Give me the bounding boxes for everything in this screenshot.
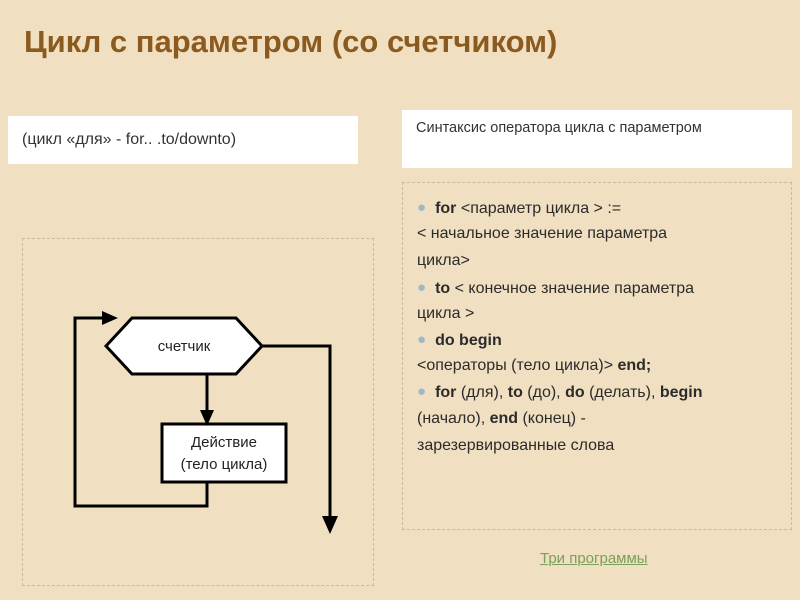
bullet-icon: ● [417, 383, 427, 401]
text-token: (до), [527, 384, 566, 402]
left-caption-text: (цикл «для» - for.. .to/downto) [22, 131, 237, 148]
syntax-line-row [417, 302, 779, 327]
syntax-line-3 [435, 277, 694, 300]
syntax-line-row [417, 434, 779, 459]
keyword-token: end; [617, 357, 652, 375]
text-token: цикла> [417, 252, 470, 270]
syntax-line-row [417, 222, 779, 247]
keyword-token: do begin [435, 331, 502, 349]
action-rectangle [162, 424, 286, 482]
syntax-line-2 [417, 249, 470, 272]
keyword-token: for [435, 384, 461, 402]
syntax-line-0 [435, 197, 621, 220]
action-node-label-line1: Действие [191, 434, 257, 451]
right-caption-text: Синтаксис оператора цикла с параметром [416, 120, 702, 136]
syntax-list [417, 197, 779, 459]
syntax-line-4 [417, 302, 474, 325]
keyword-token: begin [659, 384, 703, 402]
text-token: < начальное значение параметра [417, 225, 668, 243]
keyword-token: for [435, 200, 461, 217]
syntax-line-row [417, 407, 779, 432]
right-caption-box [402, 110, 792, 168]
bullet-icon: ● [417, 278, 427, 296]
text-token: (конец) - [522, 409, 586, 427]
text-token: <операторы (тело цикла)> [417, 357, 618, 375]
action-node-label-line2: (тело цикла) [180, 456, 268, 473]
text-token: <параметр цикла > := [460, 200, 622, 217]
syntax-line-6 [417, 354, 651, 377]
syntax-line-row [417, 329, 779, 352]
syntax-line-9 [417, 434, 614, 457]
keyword-token: to [435, 279, 455, 297]
page-title: Цикл с параметром (со счетчиком) [24, 24, 558, 59]
syntax-line-7 [435, 381, 702, 404]
flowchart-svg [22, 238, 374, 586]
keyword-token: do [565, 384, 590, 402]
keyword-token: to [507, 384, 528, 402]
syntax-line-row [417, 277, 779, 300]
text-token: (начало), [417, 409, 490, 427]
syntax-line-row [417, 381, 779, 404]
syntax-line-8 [417, 407, 586, 430]
text-token: (для), [460, 384, 508, 402]
syntax-line-row [417, 249, 779, 274]
arrowhead-loop-back [102, 311, 118, 325]
counter-node-label: счетчик [157, 338, 211, 355]
keyword-token: end [489, 409, 523, 427]
arrowhead-exit [322, 516, 338, 534]
text-token: зарезервированные слова [417, 436, 615, 454]
syntax-line-1 [417, 222, 667, 245]
text-token: < конечное значение параметра [454, 279, 695, 297]
syntax-line-5 [435, 329, 502, 352]
left-caption-box [8, 116, 358, 164]
three-programs-link[interactable]: Три программы [540, 550, 648, 567]
bullet-icon: ● [417, 330, 427, 348]
syntax-line-row [417, 197, 779, 220]
text-token: (делать), [589, 384, 660, 402]
text-token: цикла > [417, 304, 475, 322]
bullet-icon: ● [417, 199, 427, 216]
syntax-panel [402, 182, 792, 530]
syntax-line-row [417, 354, 779, 379]
